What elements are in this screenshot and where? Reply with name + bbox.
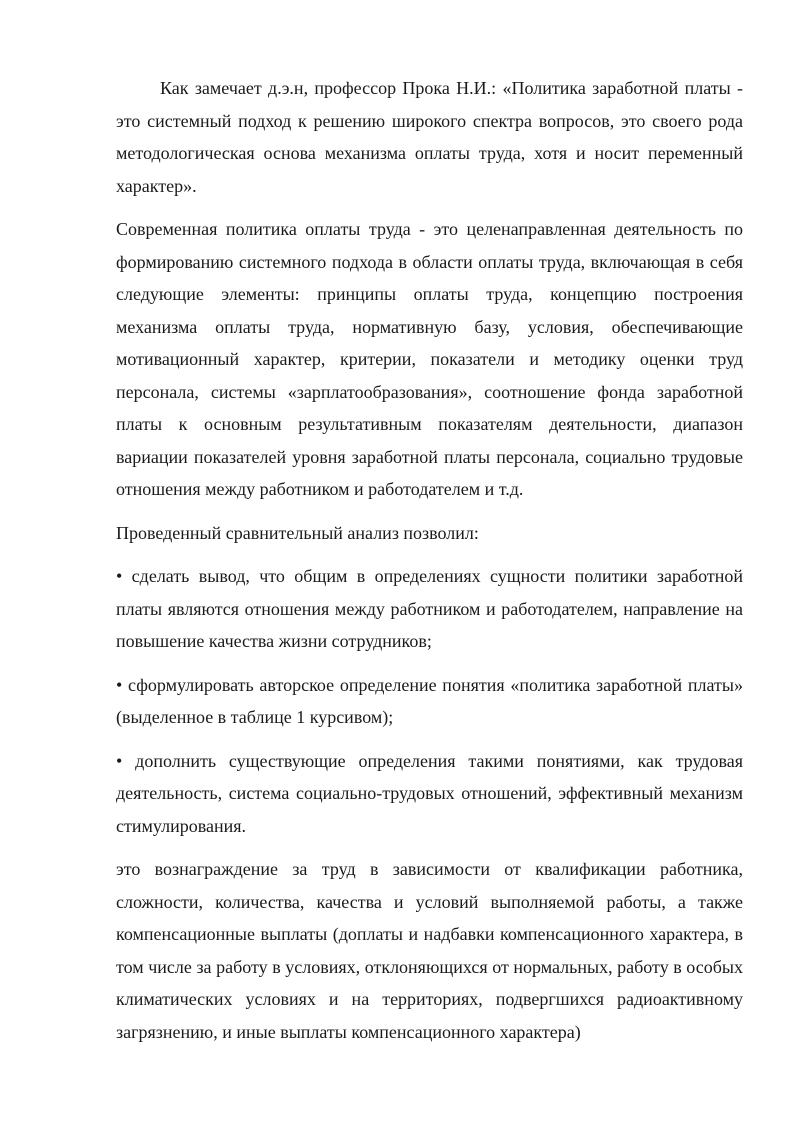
paragraph-remuneration-definition: это вознаграждение за труд в зависимости от квалификации работника, сложности, количества, качества и условий выполняемой работы, а также компенсационные выплаты (доплаты и надбавки компенсационного характера, в том числе за работу в условиях, отклоняющихся от нормальных, работу в особых климатических условиях и на территориях, подвергшихся радиоактивному загрязнению, и иные выплаты компенсационного характера) [116,859,743,1042]
paragraph-prokа-quote: Как замечает д.э.н, профессор Прока Н.И.: «Политика заработной платы - это системный подход к решению широкого спектра вопросов, это своего рода методологическая основа механизма оплаты труда, хотя и носит переменный характер». [116,78,743,196]
bullet-conclusion: • сделать вывод, что общим в определениях сущности политики заработной платы являются отношения между работником и работодателем, направление на повышение качества жизни сотрудников; [116,566,743,651]
paragraph-modern-policy: Современная политика оплаты труда - это целенаправленная деятельность по формированию системного подхода в области оплаты труда, включающая в себя следующие элементы: принципы оплаты труда, концепцию построения механизма оплаты труда, нормативную базу, условия, обеспечивающие мотивационный характер, критерии, показатели и методику оценки труд персонала, системы «зарплатообразования», соотношение фонда заработной платы к основным результативным показателям деятельности, диапазон вариации показателей уровня заработной платы персонала, социально трудовые отношения между работником и работодателем и т.д. [116,219,743,499]
bullet-supplement-definitions: • дополнить существующие определения такими понятиями, как трудовая деятельность, система социально-трудовых отношений, эффективный механизм стимулирования. [116,750,743,836]
paragraph-analysis-intro: Проведенный сравнительный анализ позволил: [116,522,479,543]
bullet-author-definition: • сформулировать авторское определение понятия «политика заработной платы» (выделенное в таблице 1 курсивом); [116,674,743,727]
